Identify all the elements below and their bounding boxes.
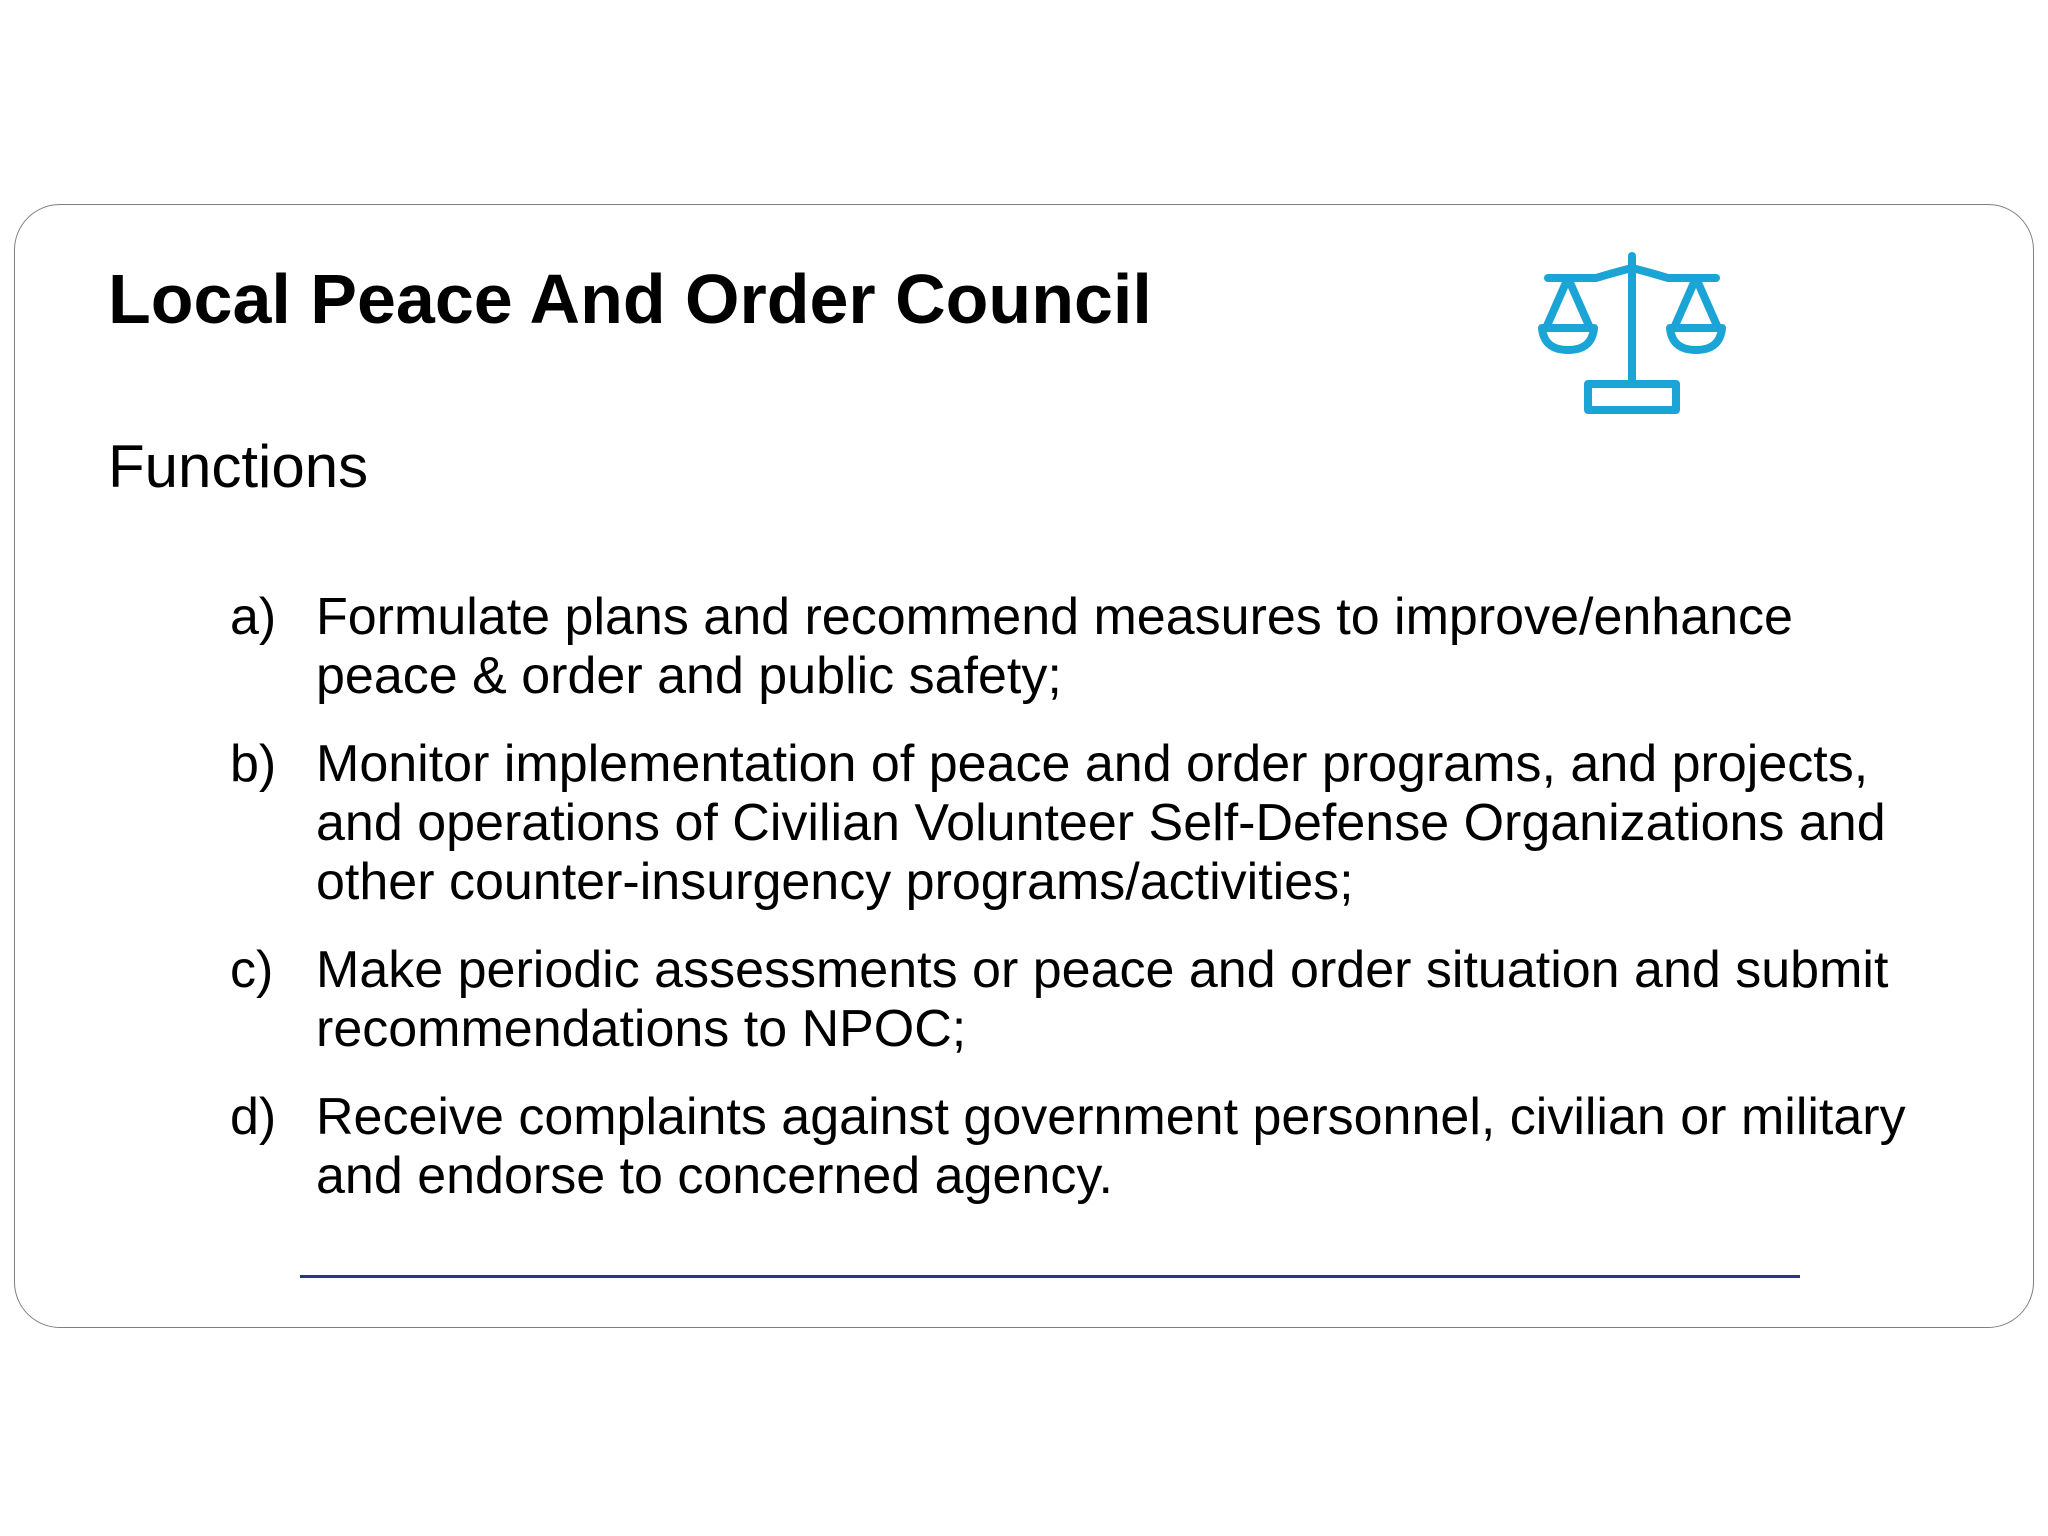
functions-list bbox=[230, 588, 1930, 1235]
list-item-text: Receive complaints against government personnel, civilian or military and endorse to concerned agency. bbox=[316, 1088, 1906, 1205]
list-item bbox=[230, 735, 1930, 912]
list-marker: a) bbox=[230, 588, 277, 646]
list-item bbox=[230, 1088, 1930, 1206]
list-item bbox=[230, 588, 1930, 706]
list-item-text: Make periodic assessments or peace and order situation and submit recommendations to NPOC; bbox=[316, 941, 1889, 1058]
slide-title: Local Peace And Order Council bbox=[108, 260, 1152, 338]
list-item-text: Monitor implementation of peace and order programs, and projects, and operations of Civilian Volunteer Self-Defense Organizations and other counter-insurgency programs/activities; bbox=[316, 735, 1886, 911]
list-marker: c) bbox=[230, 941, 274, 999]
list-marker: b) bbox=[230, 735, 277, 793]
scales-of-justice-icon bbox=[1536, 252, 1728, 416]
list-marker: d) bbox=[230, 1088, 277, 1146]
list-item-text: Formulate plans and recommend measures to improve/enhance peace & order and public safety; bbox=[316, 588, 1793, 705]
section-subtitle: Functions bbox=[108, 433, 369, 500]
list-item bbox=[230, 941, 1930, 1059]
bottom-divider bbox=[300, 1275, 1800, 1278]
